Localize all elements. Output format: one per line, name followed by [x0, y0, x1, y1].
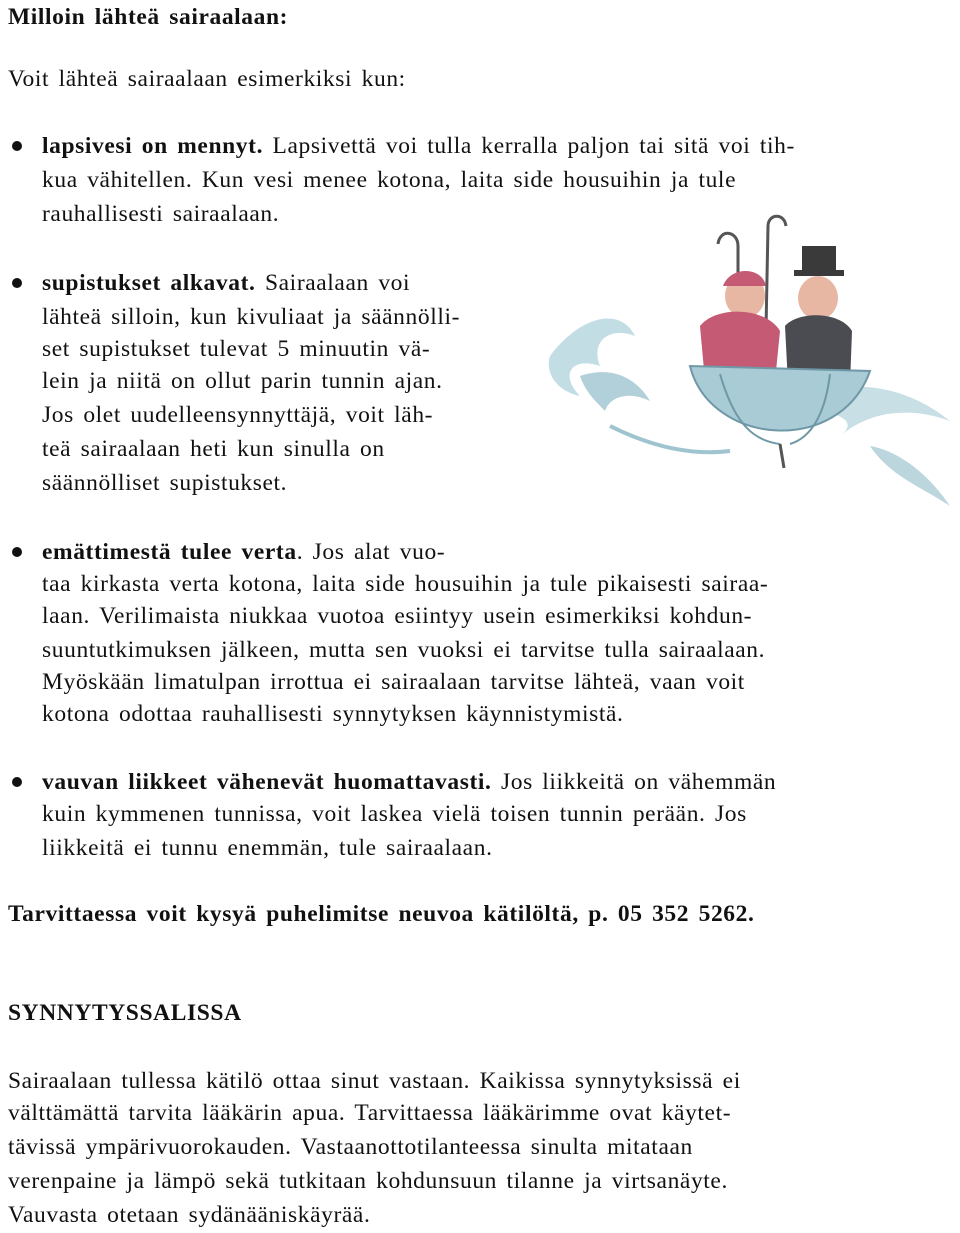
list-item-3-line-3: laan. Verilimaista niukkaa vuotoa esiintyy usein esimerkiksi kohdun-: [42, 603, 753, 629]
list-item-2-line-4: lein ja niitä on ollut parin tunnin ajan.: [42, 368, 443, 394]
list-item-1-line-3: rauhallisesti sairaalaan.: [42, 201, 280, 227]
section-line-3: tävissä ympärivuorokauden. Vastaanottotilanteessa sinulta mitataan: [8, 1134, 693, 1160]
intro-text: Voit lähteä sairaalaan esimerkiksi kun:: [8, 66, 406, 92]
list-item-2-line-1: [42, 266, 410, 300]
list-item-2-line-7: säännölliset supistukset.: [42, 470, 288, 496]
list-item-3-line-1: [42, 535, 445, 569]
bullet-icon: [12, 278, 22, 288]
list-item-1-line-1: [42, 129, 795, 163]
page-heading: Milloin lähteä sairaalaan:: [8, 4, 289, 30]
section-line-2: välttämättä tarvita lääkärin apua. Tarvittaessa lääkärimme ovat käytet-: [8, 1100, 732, 1126]
bullet-icon: [12, 141, 22, 151]
list-item-3-text: . Jos alat vuo-: [296, 539, 446, 565]
list-item-3-line-4: suuntutkimuksen jälkeen, mutta sen vuoksi ei tarvitse tulla sairaalaan.: [42, 637, 766, 663]
list-item-4-line-1: [42, 765, 776, 799]
list-item-2-line-3: set supistukset tulevat 5 minuutin vä-: [42, 336, 431, 362]
list-item-3-line-5: Myöskään limatulpan irrottua ei sairaalaan tarvitse lähteä, vaan voit: [42, 669, 745, 695]
contact-note: Tarvittaessa voit kysyä puhelimitse neuvoa kätilöltä, p. 05 352 5262.: [8, 901, 755, 927]
list-item-1-line-2: kua vähitellen. Kun vesi menee kotona, laita side housuihin ja tule: [42, 167, 737, 193]
list-item-3-bold: emättimestä tulee verta: [42, 539, 297, 565]
bullet-icon: [12, 777, 22, 787]
section-line-5: Vauvasta otetaan sydänääniskäyrää.: [8, 1202, 371, 1228]
list-item-2-line-2: lähteä silloin, kun kivuliaat ja säännölli-: [42, 304, 461, 330]
bullet-icon: [12, 547, 22, 557]
list-item-3-line-6: kotona odottaa rauhallisesti synnytyksen käynnistymistä.: [42, 701, 624, 727]
section-line-1: Sairaalaan tullessa kätilö ottaa sinut vastaan. Kaikissa synnytyksissä ei: [8, 1068, 741, 1094]
list-item-1-bold: lapsivesi on mennyt.: [42, 133, 264, 159]
umbrella-wave-illustration: [540, 206, 960, 536]
list-item-2-text: Sairaalaan voi: [264, 270, 411, 296]
list-item-3-line-2: taa kirkasta verta kotona, laita side housuihin ja tule pikaisesti sairaa-: [42, 571, 769, 597]
list-item-4-line-2: kuin kymmenen tunnissa, voit laskea vielä toisen tunnin perään. Jos: [42, 801, 747, 827]
list-item-4-line-3: liikkeitä ei tunnu enemmän, tule sairaalaan.: [42, 835, 493, 861]
list-item-4-text: Jos liikkeitä on vähemmän: [500, 769, 777, 795]
list-item-2-line-5: Jos olet uudelleensynnyttäjä, voit läh-: [42, 402, 434, 428]
section-line-4: verenpaine ja lämpö sekä tutkitaan kohdunsuun tilanne ja virtsanäyte.: [8, 1168, 728, 1194]
list-item-1-text: Lapsivettä voi tulla kerralla paljon tai sitä voi tih-: [272, 133, 795, 159]
section-title: SYNNYTYSSALISSA: [8, 1000, 242, 1026]
list-item-4-bold: vauvan liikkeet vähenevät huomattavasti.: [42, 769, 492, 795]
list-item-2-bold: supistukset alkavat.: [42, 270, 256, 296]
list-item-2-line-6: teä sairaalaan heti kun sinulla on: [42, 436, 385, 462]
